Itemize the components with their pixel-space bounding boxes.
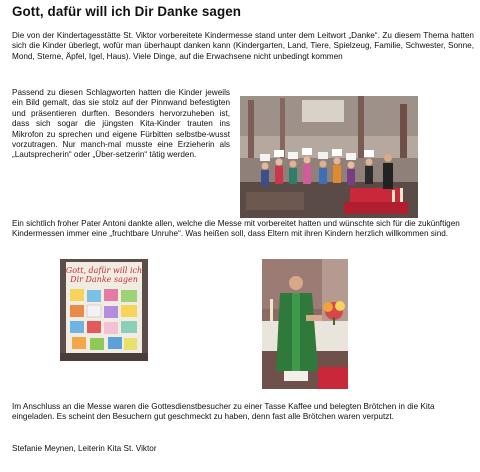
author-signature: Stefanie Meynen, Leiterin Kita St. Viktor (12, 444, 157, 453)
poster-line-1: Gott, dafür will ich (65, 266, 143, 275)
article-title: Gott, dafür will ich Dir Danke sagen (12, 4, 242, 19)
pinboard-paragraph: Passend zu diesen Schlagworten hatten die Kinder jeweils ein Bild gemalt, das sie stolz auf der Pinnwand befestigten und präsentieren durften. Besonders hervorzuheben ist, dass sich sogar die jüngsten Kita-Kinder trauten ins Mikrofon zu sprechen und eigene Fürbitten selbstbe-wusst vorzutragen. Nur manch-mal musste eine Erzieherin als „Lautsprecherin“ oder „Über-setzerin“ tätig werden. (12, 88, 230, 160)
poster-line-2: Dir Danke sagen (70, 275, 138, 284)
children-in-church-photo (240, 96, 418, 218)
intro-paragraph: Die von der Kindertagesstätte St. Viktor vorbereitete Kindermesse stand unter dem Leitwort „Danke“. Zu diesem Thema hatten sich die Kinder überlegt, wofür man überhaupt danken kann (Kindergarten, Land, Tiere, Spielzeug, Familie, Schwester, Sonne, Mond, Sterne, Äpfel, Igel, Haus). Viele Dinge, auf die Erwachsene nicht unbedingt kommen (12, 31, 474, 61)
pater-antoni-paragraph: Ein sichtlich froher Pater Antoni dankte allen, welche die Messe mit vorbereitet hatten und wünschte sich für die zukünftigen Kindermessen immer eine „fruchtbare Unruhe“. Was heißen soll, dass Eltern mit ihren Kindern herzlich willkommen sind. (12, 219, 460, 239)
coffee-paragraph: Im Anschluss an die Messe waren die Gottesdienstbesucher zu einer Tasse Kaffee und belegten Brötchen in die Kita eingeladen. Es scheint den Besuchern gut geschmeckt zu haben, denn fast alle Brötchen waren verputzt. (12, 402, 435, 422)
danke-poster-photo (60, 259, 148, 361)
priest-at-altar-photo (262, 259, 348, 389)
